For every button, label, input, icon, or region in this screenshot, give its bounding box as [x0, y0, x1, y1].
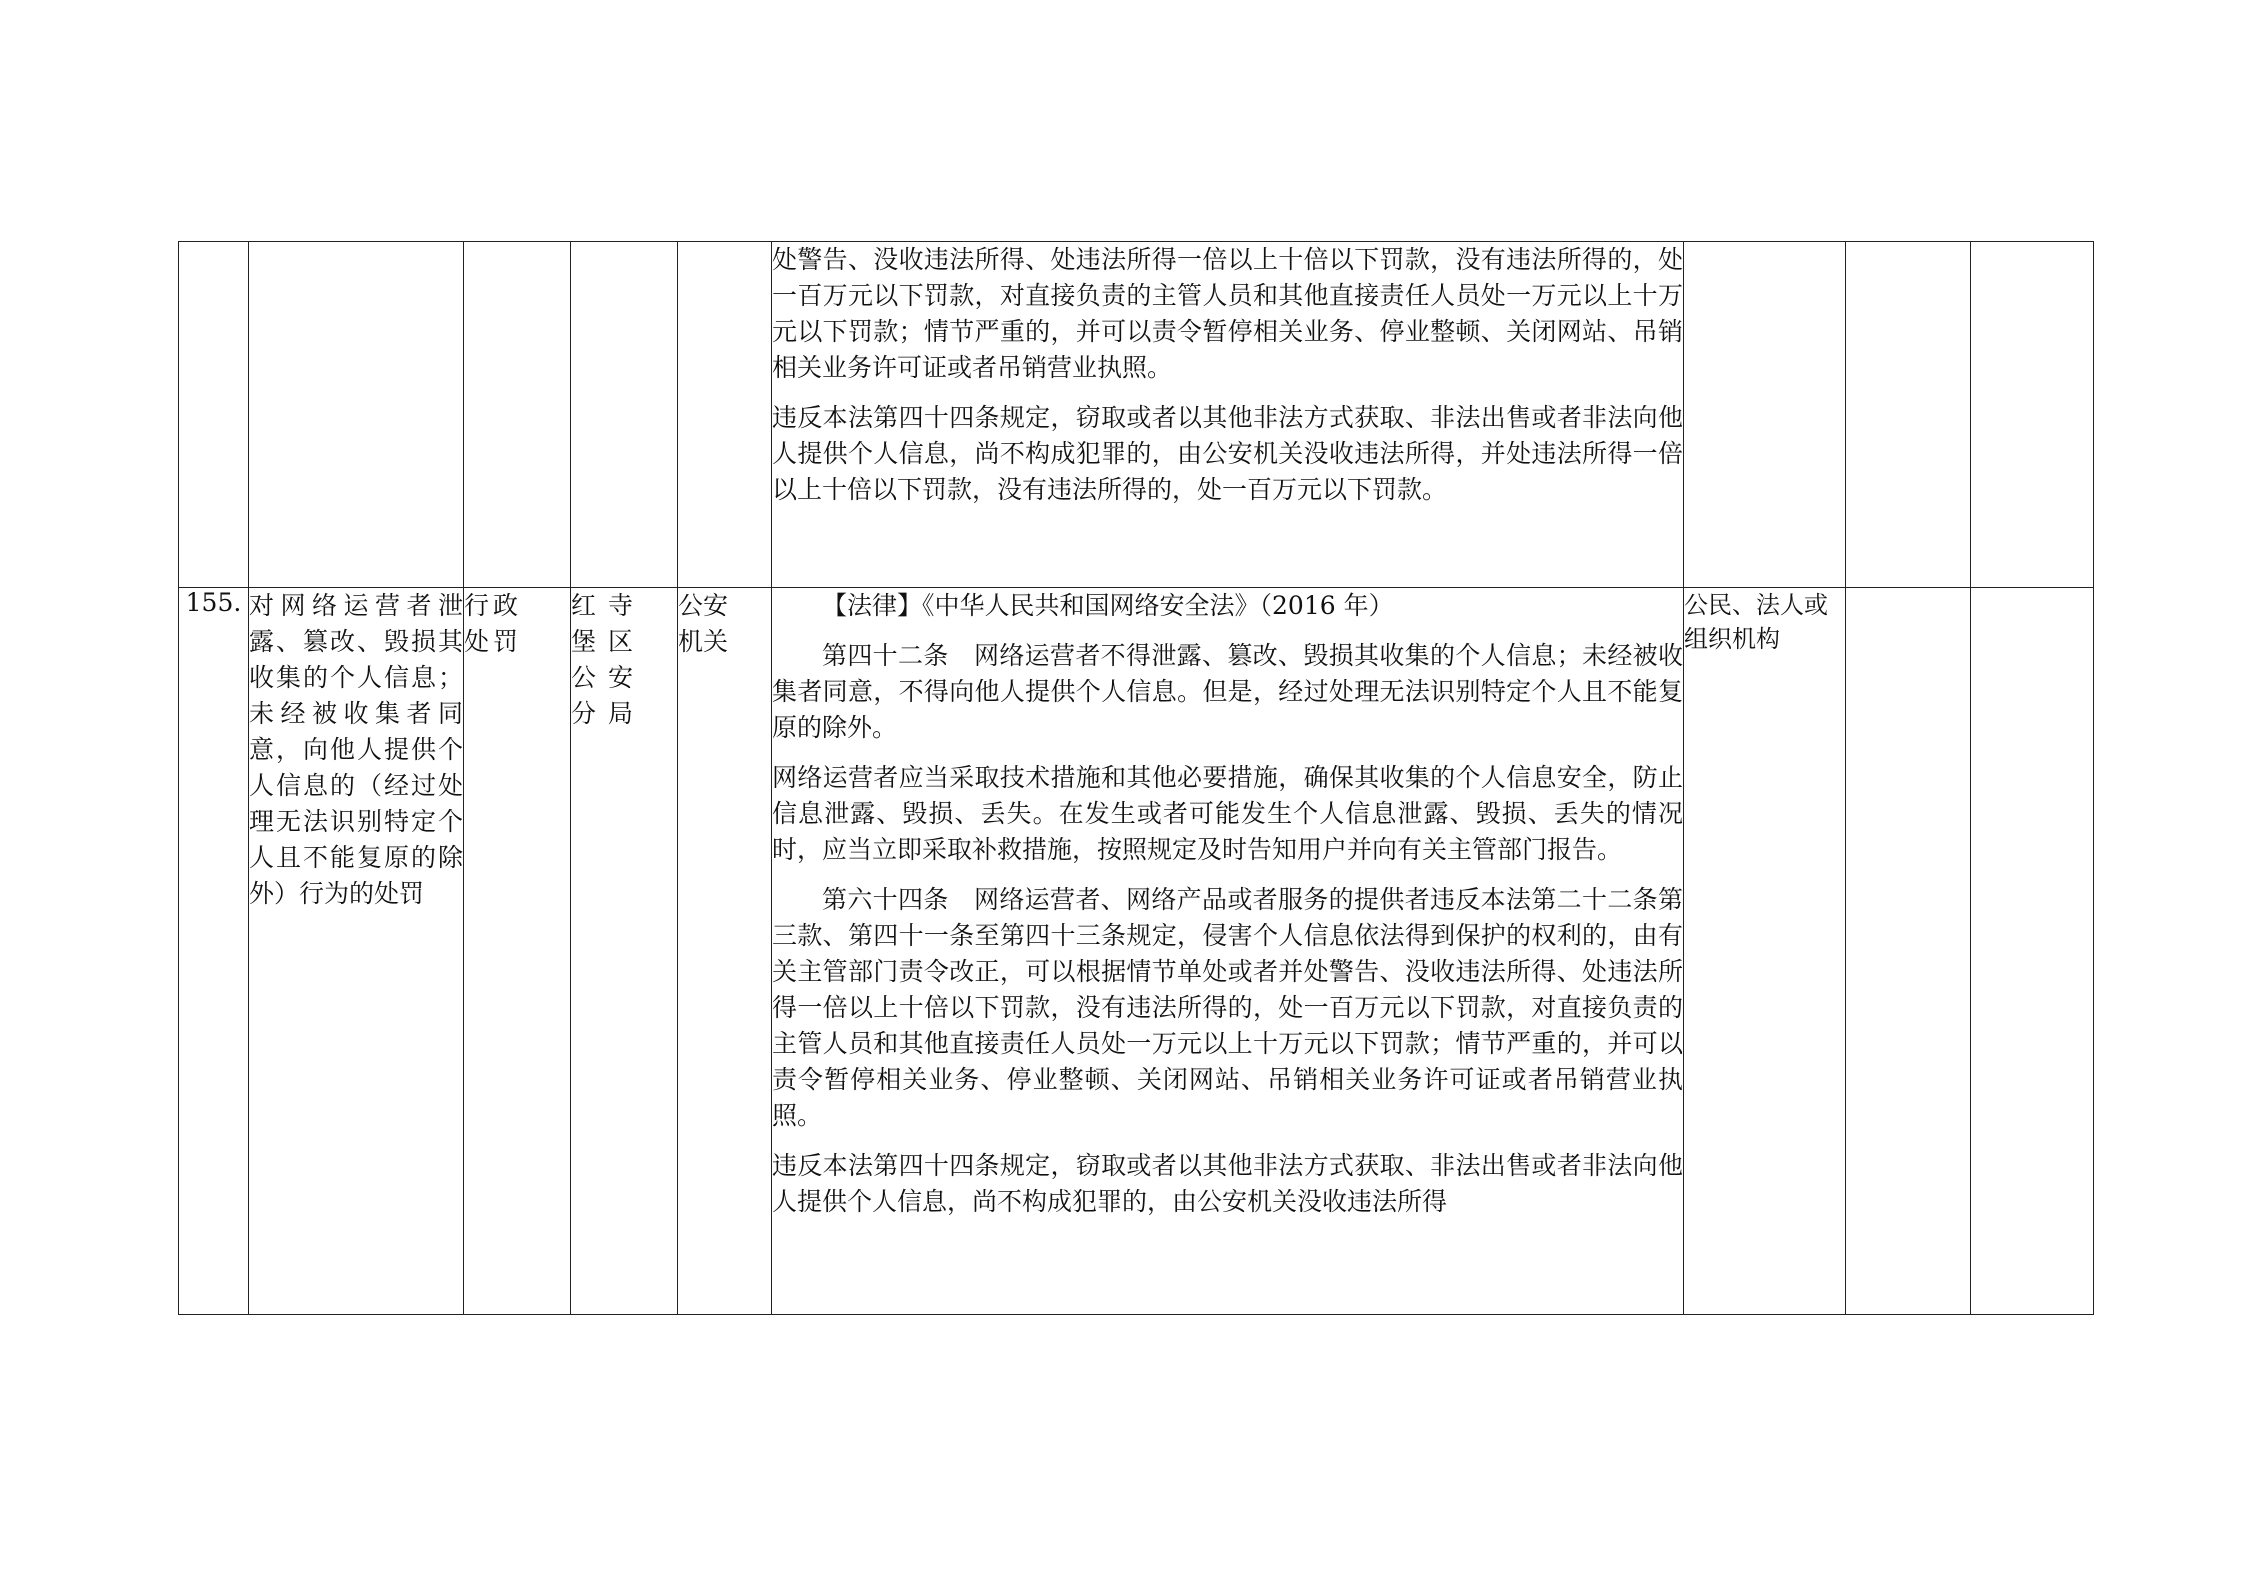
cell-item-name: 对网络运营者泄露、篡改、毁损其收集的个人信息；未经被收集者同意，向他人提供个人信息的（经过处理无法识别特定个人且不能复原的除外）行为的处罚 [249, 588, 464, 1315]
authority-text: 红寺堡区公安分局 [571, 591, 646, 728]
cell-item-empty [249, 242, 464, 588]
agency-type-text: 公安机关 [678, 591, 729, 656]
cell-extra-empty [1971, 588, 2094, 1315]
basis-paragraph: 第四十二条 网络运营者不得泄露、篡改、毁损其收集的个人信息；未经被收集者同意，不得向他人提供个人信息。但是，经过处理无法识别特定个人且不能复原的除外。 [772, 641, 1683, 742]
basis-paragraph: 违反本法第四十四条规定，窃取或者以其他非法方式获取、非法出售或者非法向他人提供个人信息，尚不构成犯罪的，由公安机关没收违法所得 [772, 1151, 1683, 1216]
cell-extra-empty [1971, 242, 2094, 588]
cell-category-empty [464, 242, 571, 588]
basis-paragraph: 处警告、没收违法所得、处违法所得一倍以上十倍以下罚款，没有违法所得的，处一百万元以下罚款，对直接负责的主管人员和其他直接责任人员处一万元以上十万元以下罚款；情节严重的，并可以责令暂停相关业务、停业整顿、关闭网站、吊销相关业务许可证或者吊销营业执照。 [772, 245, 1683, 382]
basis-heading: 【法律】《中华人民共和国网络安全法》（2016 年） [822, 591, 1394, 620]
cell-target-empty [1684, 242, 1846, 588]
table-row-155 [179, 588, 2094, 1315]
cell-legal-basis [772, 242, 1684, 588]
cell-legal-basis [772, 588, 1684, 1315]
category-text: 行政处罚 [464, 591, 523, 656]
cell-number: 155. [179, 588, 249, 1315]
cell-authority [571, 588, 678, 1315]
cell-remark-empty [1846, 242, 1971, 588]
cell-agency-type [678, 588, 772, 1315]
basis-paragraph: 网络运营者应当采取技术措施和其他必要措施，确保其收集的个人信息安全，防止信息泄露、毁损、丢失。在发生或者可能发生个人信息泄露、毁损、丢失的情况时，应当立即采取补救措施，按照规定及时告知用户并向有关主管部门报告。 [772, 763, 1683, 864]
cell-category [464, 588, 571, 1315]
cell-authority-empty [571, 242, 678, 588]
cell-remark-empty [1846, 588, 1971, 1315]
basis-paragraph: 第六十四条 网络运营者、网络产品或者服务的提供者违反本法第二十二条第三款、第四十一条至第四十三条规定，侵害个人信息依法得到保护的权利的，由有关主管部门责令改正，可以根据情节单处或者并处警告、没收违法所得、处违法所得一倍以上十倍以下罚款，没有违法所得的，处一百万元以下罚款，对直接负责的主管人员和其他直接责任人员处一万元以上十万元以下罚款；情节严重的，并可以责令暂停相关业务、停业整顿、关闭网站、吊销相关业务许可证或者吊销营业执照。 [772, 885, 1683, 1130]
table-row-continued [179, 242, 2094, 588]
basis-paragraph: 违反本法第四十四条规定，窃取或者以其他非法方式获取、非法出售或者非法向他人提供个人信息，尚不构成犯罪的，由公安机关没收违法所得，并处违法所得一倍以上十倍以下罚款，没有违法所得的，处一百万元以下罚款。 [772, 403, 1683, 504]
cell-agency-empty [678, 242, 772, 588]
matters-table [178, 241, 2094, 1315]
cell-target: 公民、法人或组织机构 [1684, 588, 1846, 1315]
cell-number-empty [179, 242, 249, 588]
